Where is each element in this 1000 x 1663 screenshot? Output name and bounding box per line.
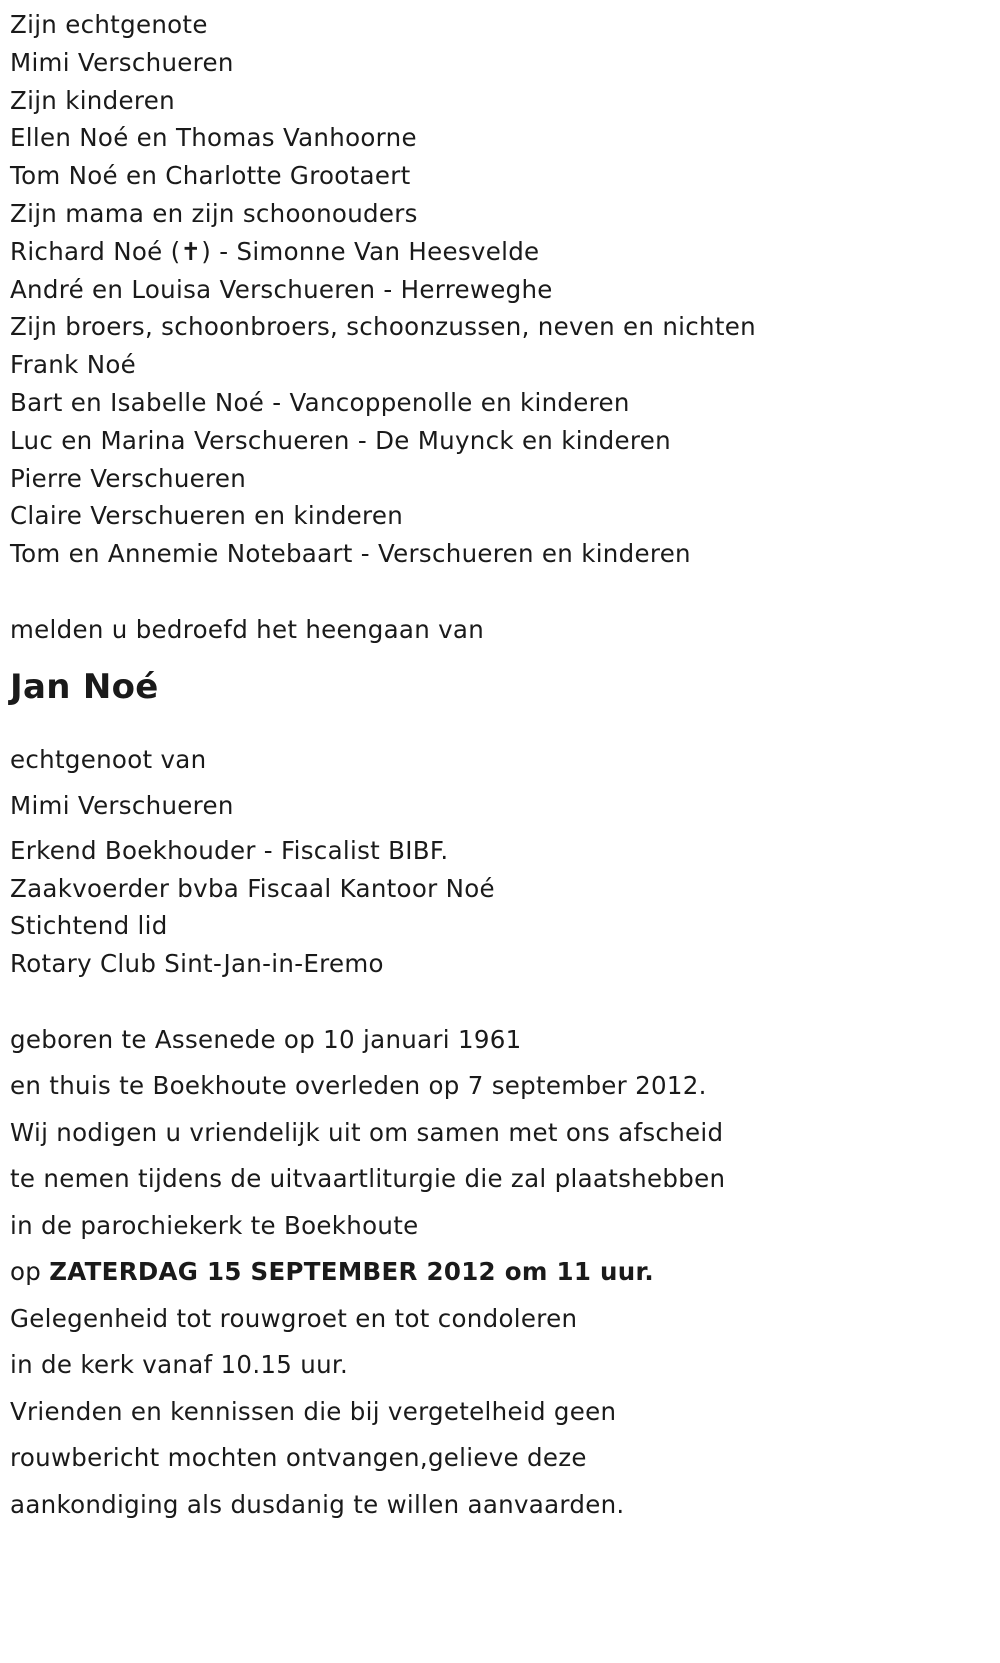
detail-line: te nemen tijdens de uitvaartliturgie die zal plaatshebben: [10, 1164, 726, 1194]
detail-line: Vrienden en kennissen die bij vergetelheid geen: [10, 1396, 617, 1426]
family-line: Mimi Verschueren: [10, 47, 234, 77]
detail-line: en thuis te Boekhoute overleden op 7 september 2012.: [10, 1071, 707, 1101]
deceased-name: Jan Noé: [10, 666, 159, 707]
announcement-text: melden u bedroefd het heengaan van: [10, 614, 485, 644]
family-line: Zijn mama en zijn schoonouders: [10, 198, 418, 228]
spacer: [10, 573, 990, 611]
detail-line: Wij nodigen u vriendelijk uit om samen met ons afscheid: [10, 1117, 724, 1147]
family-line: Tom en Annemie Notebaart - Verschueren en kinderen: [10, 539, 691, 569]
role-line: Rotary Club Sint-Jan-in-Eremo: [10, 949, 384, 979]
family-line: Ellen Noé en Thomas Vanhoorne: [10, 123, 417, 153]
family-line: Bart en Isabelle Noé - Vancoppenolle en kinderen: [10, 387, 630, 417]
role-line: Erkend Boekhouder - Fiscalist BIBF.: [10, 835, 449, 865]
family-line: Pierre Verschueren: [10, 463, 247, 493]
spouse-name: Mimi Verschueren: [10, 791, 234, 821]
family-line: Claire Verschueren en kinderen: [10, 501, 404, 531]
detail-line: rouwbericht mochten ontvangen,gelieve deze: [10, 1443, 587, 1473]
ceremony-line: [10, 1249, 990, 1296]
family-line: Zijn kinderen: [10, 85, 175, 115]
funeral-details: [10, 1017, 990, 1529]
family-line: Luc en Marina Verschueren - De Muynck en kinderen: [10, 425, 671, 455]
family-list: [10, 6, 990, 573]
ceremony-prefix: op: [10, 1257, 50, 1287]
ceremony-date-time: ZATERDAG 15 SEPTEMBER 2012 om 11 uur.: [49, 1257, 655, 1287]
detail-line: geboren te Assenede op 10 januari 1961: [10, 1024, 522, 1054]
detail-line: in de kerk vanaf 10.15 uur.: [10, 1350, 349, 1380]
family-line: Zijn echtgenote: [10, 10, 208, 39]
roles-list: [10, 832, 990, 983]
obituary-document: [10, 6, 990, 1528]
family-line: Richard Noé (✝) - Simonne Van Heesvelde: [10, 236, 540, 266]
role-line: Stichtend lid: [10, 911, 168, 941]
family-line: Zijn broers, schoonbroers, schoonzussen, neven en nichten: [10, 312, 756, 342]
family-line: Frank Noé: [10, 350, 136, 380]
detail-line: Gelegenheid tot rouwgroet en tot condoleren: [10, 1303, 578, 1333]
spouse-intro: echtgenoot van: [10, 744, 207, 774]
family-line: André en Louisa Verschueren - Herreweghe: [10, 274, 553, 304]
detail-line: in de parochiekerk te Boekhoute: [10, 1210, 419, 1240]
detail-line: aankondiging als dusdanig te willen aanvaarden.: [10, 1489, 625, 1519]
role-line: Zaakvoerder bvba Fiscaal Kantoor Noé: [10, 873, 495, 903]
family-line: Tom Noé en Charlotte Grootaert: [10, 161, 411, 191]
